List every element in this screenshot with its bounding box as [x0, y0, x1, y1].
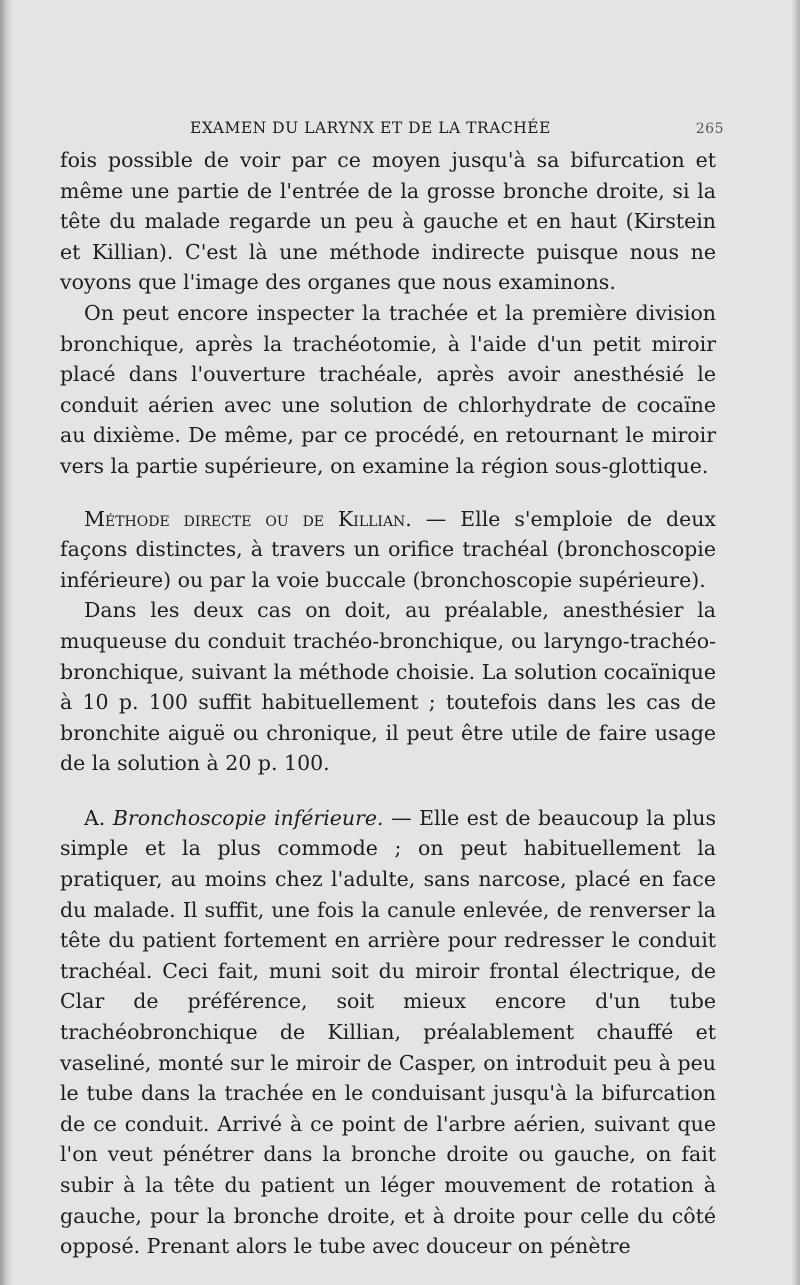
page-number: 265	[695, 121, 724, 137]
scan-edge-left	[0, 0, 12, 1285]
paragraph-tracheotomy-mirror: On peut encore inspecter la trachée et la première division bronchique, après la trachéotomie, à l'aide d'un petit miroir placé dans l'ouverture trachéale, après avoir anesthésié le conduit aérien avec une solution de chlorhydrate de cocaïne au dixième. De même, par ce procédé, en retournant le miroir vers la partie supérieure, on examine la région sous-glottique.	[60, 300, 716, 478]
running-title: EXAMEN DU LARYNX ET DE LA TRACHÉE	[190, 119, 551, 137]
paragraph-killian-method	[60, 504, 716, 596]
paragraph-bronchoscopie-body: — Elle est de beaucoup la plus simple et la plus commode ; on peut habituellement la pratiquer, au moins chez l'adulte, sans narcose, placé en face du malade. Il suffit, une fois la canule enlevée, de renverser la tête du patient fortement en arrière pour redresser le conduit trachéal. Ceci fait, muni soit du miroir frontal électrique, de Clar de préférence, soit mieux encore d'un tube trachéobronchique de Killian, préalablement chauffé et vaseliné, monté sur le miroir de Casper, on introduit peu à peu le tube dans la trachée en le conduisant jusqu'à la bifurcation de ce conduit. Arrivé à ce point de l'arbre aérien, suivant que l'on veut pénétrer dans la bronche droite ou gauche, on fait subir à la tête du patient un léger mouvement de rotation à gauche, pour la bronche droite, et à droite pour celle du côté opposé. Prenant alors le tube avec douceur on pénètre	[60, 805, 716, 1259]
section-spacer	[60, 482, 716, 504]
scan-edge-right	[792, 0, 800, 1285]
paragraph-anesthesia: Dans les deux cas on doit, au préalable, anesthésier la muqueuse du conduit trachéo-bronchique, ou laryngo-trachéo-bronchique, suivant la méthode choisie. La solution cocaïnique à 10 p. 100 suffit habituellement ; toutefois dans les cas de bronchite aiguë ou chronique, il peut être utile de faire usage de la solution à 20 p. 100.	[60, 598, 716, 776]
paragraph-killian-body: — Elle s'emploie de deux façons distinctes, à travers un orifice trachéal (bronchoscopie inférieure) ou par la voie buccale (bronchoscopie supérieure).	[60, 506, 716, 592]
section-label: A.	[84, 805, 113, 830]
paragraph-bronchoscopie-inferieure	[60, 803, 716, 1262]
section-heading-killian: Méthode directe ou de Killian.	[84, 506, 412, 531]
paragraph-continuation: fois possible de voir par ce moyen jusqu'à sa bifurcation et même une partie de l'entrée de la grosse bronche droite, si la tête du malade regarde un peu à gauche et en haut (Kirstein et Killian). C'est là une méthode indirecte puisque nous ne voyons que l'image des organes que nous examinons.	[60, 148, 716, 295]
section-heading-bronchoscopie: Bronchoscopie inférieure.	[112, 805, 384, 830]
book-page	[60, 115, 724, 1262]
body-text	[60, 145, 716, 1262]
running-head	[60, 115, 724, 145]
section-spacer	[60, 779, 716, 803]
